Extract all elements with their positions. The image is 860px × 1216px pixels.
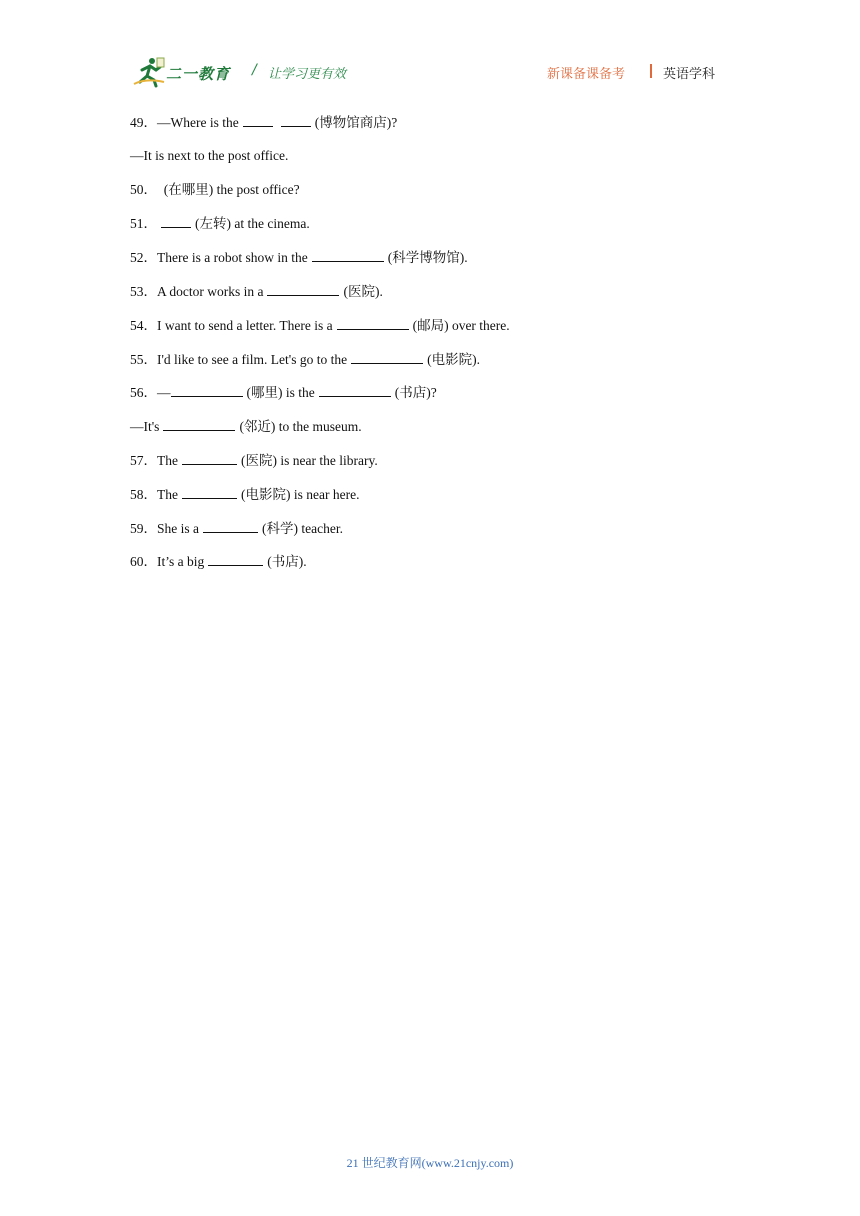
q53-hint: (医院).	[343, 283, 383, 299]
brand-logo	[130, 56, 240, 88]
q57-hint: (医院) is near the library.	[241, 452, 378, 468]
q51-number: 51．	[130, 216, 157, 232]
answer-blank[interactable]	[319, 382, 391, 397]
answer-blank[interactable]	[171, 382, 243, 397]
answer-blank[interactable]	[281, 112, 311, 127]
q51-hint: (左转) at the cinema.	[195, 216, 310, 232]
answer-blank[interactable]	[182, 484, 237, 499]
header-subject-label: 英语学科	[663, 67, 716, 82]
slogan: 让学习更有效	[268, 67, 347, 82]
q58-hint: (电影院) is near here.	[241, 486, 360, 502]
logo-text: 二一教育	[166, 65, 231, 83]
question-52	[130, 247, 750, 281]
question-56-answer	[130, 416, 750, 450]
page-header	[130, 56, 730, 88]
question-53	[130, 281, 750, 315]
q50-text: 50． (在哪里) the post office?	[130, 181, 300, 197]
header-divider	[650, 64, 652, 78]
q60-hint: (书店).	[267, 554, 307, 570]
q49-text: 49．—Where is the	[130, 115, 239, 130]
q53-text: 53．A doctor works in a	[130, 283, 264, 299]
answer-blank[interactable]	[243, 112, 273, 127]
q52-hint: (科学博物馆).	[387, 250, 468, 266]
runner-logo-icon	[130, 56, 166, 88]
header-course-label: 新课备课备考	[547, 67, 626, 82]
page-footer: 21 世纪教育网(www.21cnjy.com)	[346, 1156, 514, 1170]
q59-text: 59．She is a	[130, 520, 199, 536]
question-57	[130, 450, 750, 484]
q54-hint: (邮局) over there.	[412, 317, 510, 333]
answer-blank[interactable]	[312, 247, 384, 262]
q56-reply-hint: (邻近) to the museum.	[239, 419, 362, 435]
question-list	[130, 112, 750, 585]
q55-hint: (电影院).	[427, 351, 480, 367]
question-60	[130, 551, 750, 585]
question-50	[130, 180, 750, 214]
answer-blank[interactable]	[163, 416, 235, 431]
question-49-answer	[130, 146, 750, 180]
answer-blank[interactable]	[267, 281, 339, 296]
answer-blank[interactable]	[351, 349, 423, 364]
question-51	[130, 213, 750, 247]
q54-text: 54．I want to send a letter. There is a	[130, 317, 333, 333]
q57-text: 57．The	[130, 452, 178, 468]
q55-text: 55．I'd like to see a film. Let's go to the	[130, 351, 348, 367]
q56-text: (哪里) is the	[246, 385, 315, 401]
q59-hint: (科学) teacher.	[262, 520, 343, 536]
q52-text: 52．There is a robot show in the	[130, 250, 308, 266]
q49-reply: —It is next to the post office.	[130, 147, 289, 163]
q49-hint: (博物馆商店)?	[314, 115, 398, 130]
answer-blank[interactable]	[203, 518, 258, 533]
q56-number: 56．—	[130, 385, 171, 401]
question-58	[130, 484, 750, 518]
answer-blank[interactable]	[337, 315, 409, 330]
answer-blank[interactable]	[208, 551, 263, 566]
q56-reply-start: —It's	[130, 419, 160, 435]
question-55	[130, 349, 750, 383]
slogan-separator: /	[252, 62, 257, 78]
question-59	[130, 518, 750, 552]
answer-blank[interactable]	[161, 213, 191, 228]
q56-hint: (书店)?	[394, 385, 437, 401]
q58-text: 58．The	[130, 486, 178, 502]
question-56	[130, 382, 750, 416]
question-54	[130, 315, 750, 349]
answer-blank[interactable]	[182, 450, 237, 465]
question-49	[130, 112, 750, 146]
q60-text: 60．It’s a big	[130, 554, 205, 570]
